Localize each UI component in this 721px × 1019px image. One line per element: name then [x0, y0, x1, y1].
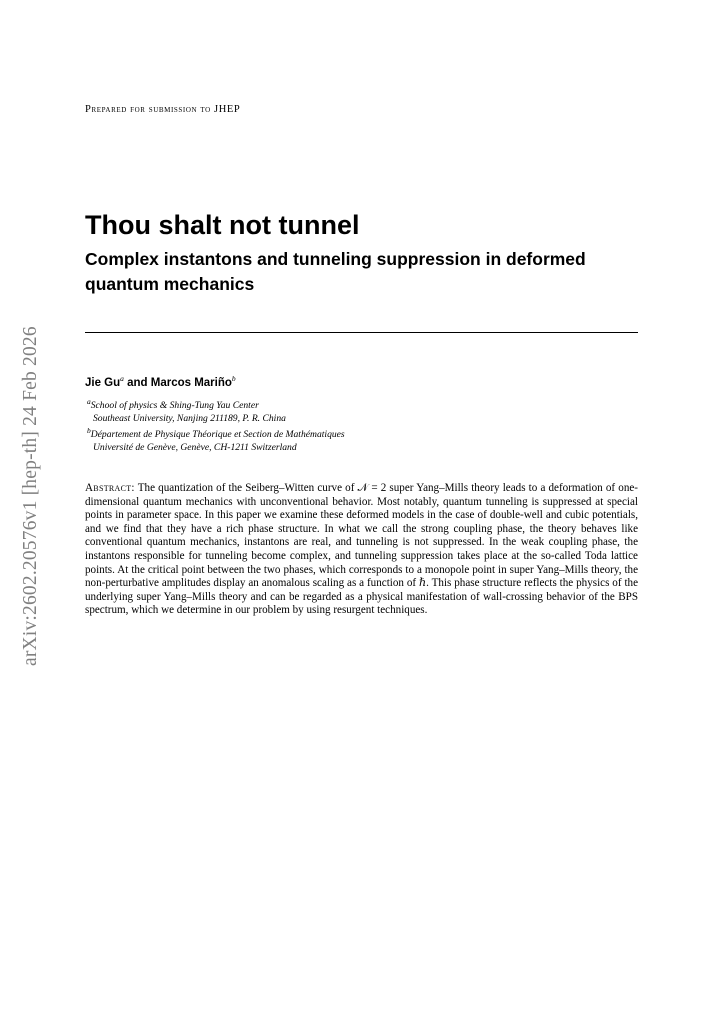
arxiv-identifier-stamp: arXiv:2602.20576v1 [hep-th] 24 Feb 2026 — [20, 326, 41, 666]
title-divider — [85, 332, 638, 333]
affiliation-b — [87, 424, 587, 454]
affiliation-mark: b — [87, 426, 91, 435]
abstract-label: Abstract: — [85, 482, 135, 494]
affiliation-line: School of physics & Shing-Tung Yau Center — [90, 400, 259, 412]
affiliation-line: Southeast University, Nanjing 211189, P. R. China — [93, 413, 286, 425]
affiliation-line: Université de Genève, Genève, CH-1211 Switzerland — [93, 442, 297, 454]
affiliation-mark: a — [87, 397, 91, 406]
affiliation-line: Département de Physique Théorique et Section de Mathématiques — [90, 429, 345, 441]
author-name: Jie Gu — [85, 376, 121, 389]
paper-title: Thou shalt not tunnel — [85, 210, 360, 240]
affiliation-a — [87, 395, 587, 425]
abstract-text: The quantization of the Seiberg–Witten curve of 𝒩 = 2 super Yang–Mills theory leads to a deformation of one-dimensional quantum mechanics with unconventional behavior. Most notably, quantum tunneling is suppressed at special points in parameter space. In this paper we examine these deformed models in the case of double-well and cubic potentials, and we find that they have a rich phase structure. In what we call the strong coupling phase, the theory behaves like conventional quantum mechanics, instantons are real, and tunneling is not suppressed. In the weak coupling phase, the instantons responsible for tunneling become complex, and tunneling suppression takes place at the so-called Toda lattice points. At the critical point between the two phases, which corresponds to a monopole point in super Yang–Mills theory, the non-perturbative amplitudes display an anomalous scaling as a function of ℏ. This phase structure reflects the physics of the underlying super Yang–Mills theory and can be regarded as a physical manifestation of wall-crossing behavior of the BPS spectrum, which we determine in our problem by using resurgent techniques. — [85, 482, 638, 617]
paper-subtitle: Complex instantons and tunneling suppression in deformed quantum mechanics — [85, 249, 586, 294]
abstract — [85, 482, 638, 618]
author-name: Marcos Mariño — [150, 376, 232, 389]
author-separator: and — [123, 376, 151, 389]
submission-note: Prepared for submission to JHEP — [85, 104, 241, 115]
affiliation-mark: b — [231, 374, 236, 383]
author-list — [85, 374, 236, 389]
affiliation-mark: a — [120, 374, 124, 383]
